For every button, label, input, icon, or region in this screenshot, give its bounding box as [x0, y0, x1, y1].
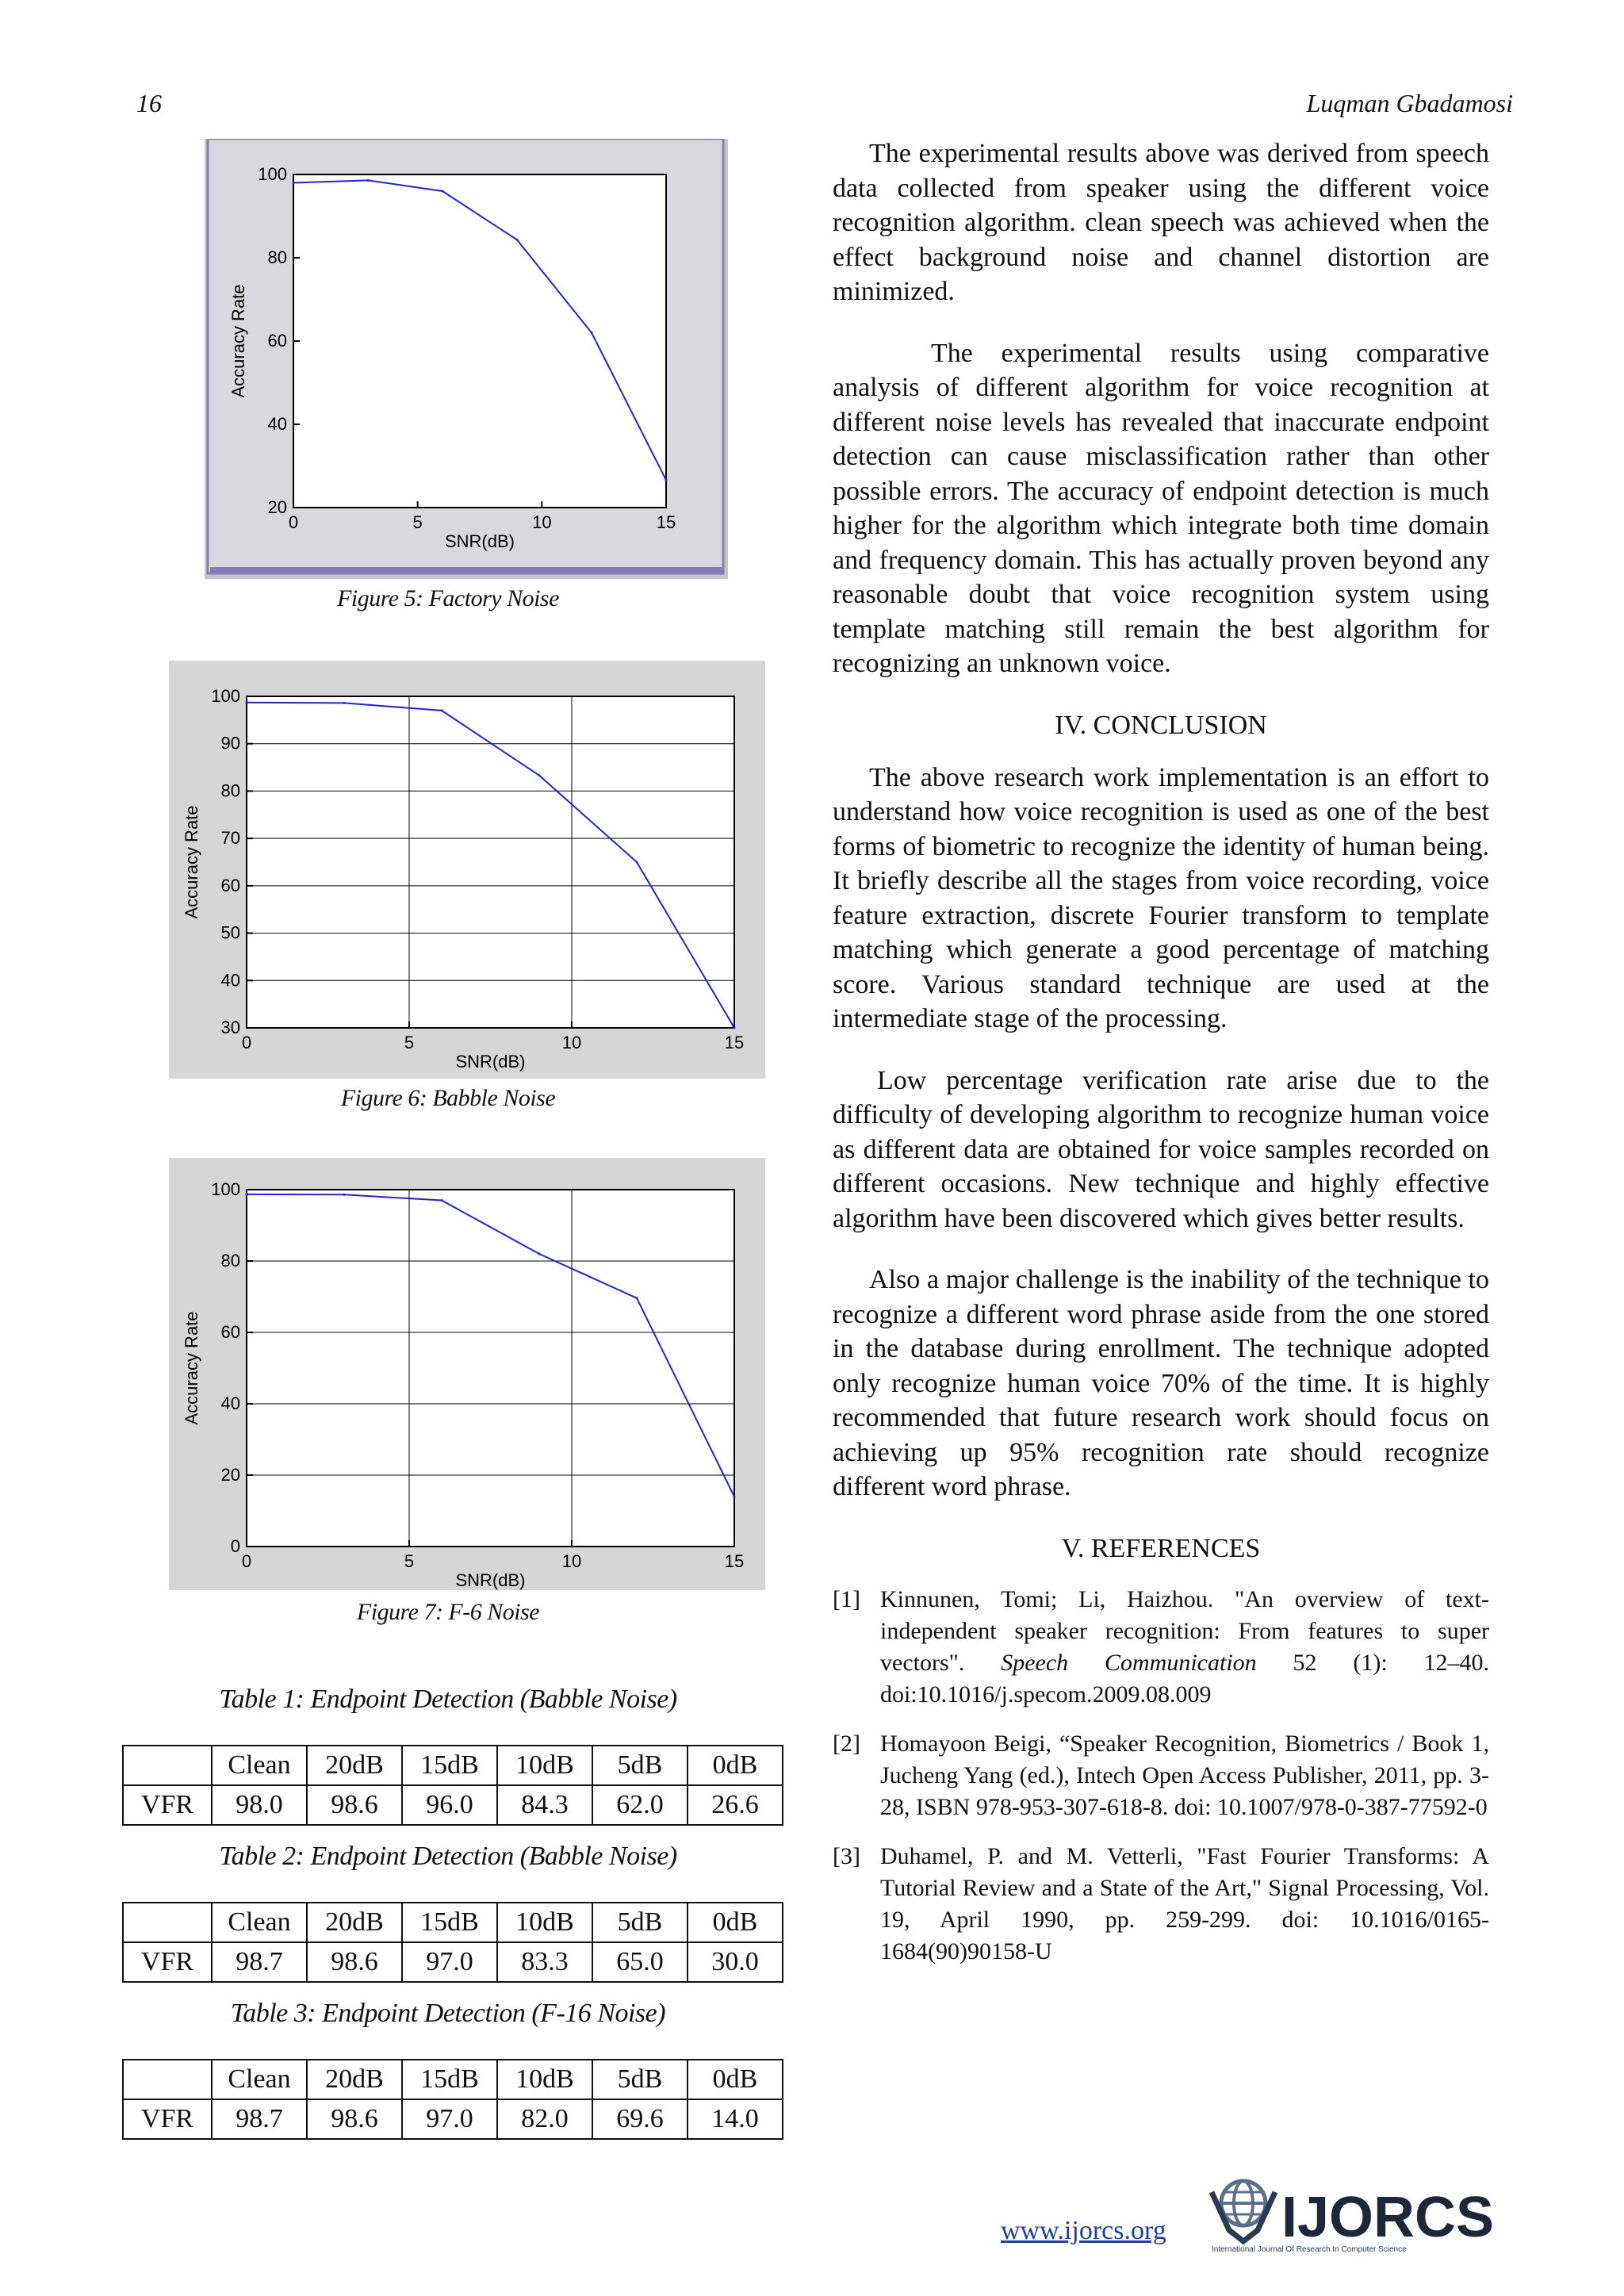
table-cell: 15dB: [402, 2060, 497, 2099]
table-cell: 96.0: [402, 1785, 497, 1825]
data-point: [442, 190, 444, 193]
table-cell: 98.6: [307, 1942, 402, 1982]
y-tick-label: 80: [220, 780, 240, 801]
table-cell: 20dB: [307, 2060, 402, 2099]
data-point: [516, 239, 519, 241]
paragraph: Also a major challenge is the inability of the technique to recognize a different word phrase aside from the one stored in the database during enrollment. The technique adopted only recognize human voice 70% of the time. It is highly recommended that future research work should focus on achieving up 95% recognition rate should recognize different word phrase.: [833, 1265, 1489, 1501]
table-cell: VFR: [123, 1785, 212, 1825]
figure-5-caption: Figure 5: Factory Noise: [337, 585, 559, 611]
table-cell: 5dB: [592, 1903, 688, 1942]
figure-7: [169, 1158, 765, 1590]
table-cell: 98.6: [307, 2099, 402, 2139]
table-cell: [123, 2060, 212, 2099]
table-cell: 15dB: [402, 1903, 497, 1942]
figure-5: [205, 139, 728, 579]
table-cell: 20dB: [307, 1903, 402, 1942]
reference-item: [833, 1841, 1489, 1968]
data-point: [441, 709, 443, 711]
journal-website-link[interactable]: www.ijorcs.org: [1001, 2216, 1166, 2245]
x-tick-label: 0: [241, 1551, 252, 1571]
table-cell: [123, 1903, 212, 1942]
x-axis-label: SNR(dB): [455, 1052, 526, 1071]
table-1-title: Table 1: Endpoint Detection (Babble Noise): [219, 1685, 677, 1714]
y-tick-label: 40: [220, 1393, 240, 1413]
plot-area: [293, 174, 666, 508]
data-point: [665, 479, 668, 481]
x-tick-label: 15: [724, 1033, 745, 1052]
x-tick-label: 10: [561, 1551, 582, 1571]
y-tick-label: 60: [267, 331, 287, 351]
data-point: [733, 1496, 736, 1498]
y-tick-label: 20: [220, 1465, 240, 1485]
table-cell: 84.3: [497, 1785, 592, 1825]
table-cell: 0dB: [688, 1903, 783, 1942]
table-cell: 10dB: [497, 2060, 592, 2099]
table-cell: [123, 1746, 212, 1785]
x-tick-label: 10: [561, 1033, 582, 1052]
x-tick-label: 0: [288, 512, 299, 532]
table-2: [122, 1902, 783, 1983]
table-cell: 65.0: [592, 1942, 688, 1982]
right-column: [833, 136, 1489, 1985]
y-tick-label: 70: [220, 828, 240, 849]
ijorcs-logo: [1205, 2175, 1499, 2258]
x-tick-label: 10: [532, 512, 552, 532]
figure-window-border: [210, 567, 722, 573]
data-point: [246, 701, 248, 703]
y-tick-label: 60: [220, 1322, 240, 1342]
y-axis-label: Accuracy Rate: [182, 1311, 201, 1425]
y-tick-label: 100: [211, 686, 240, 706]
table-row: [123, 1942, 783, 1982]
table-3-title: Table 3: Endpoint Detection (F-16 Noise): [230, 1999, 666, 2028]
table-cell: 97.0: [402, 2099, 497, 2139]
reference-number: [2]: [833, 1730, 860, 1757]
y-tick-label: 40: [267, 414, 287, 434]
logo-tagline: International Journal Of Research In Computer Science: [1212, 2245, 1407, 2254]
x-tick-label: 15: [724, 1551, 745, 1571]
data-point: [538, 1253, 541, 1255]
table-3: [122, 2059, 783, 2140]
reference-text: Duhamel, P. and M. Vetterli, "Fast Fourier Transforms: A Tutorial Review and a State of the Art," Signal Processing, Vol. 19, April 1990, pp. 259-299. doi: 10.1016/0165-1684(90)90158-U: [880, 1842, 1489, 1964]
table-cell: 83.3: [497, 1942, 592, 1982]
paragraph: The above research work implementation is an effort to understand how voice recognition is used as one of the best forms of biometric to recognize the identity of human being. It briefly describe all the stages from voice recording, voice feature extraction, discrete Fourier transform to template matching which generate a good percentage of matching score. Various standard technique are used at the intermediate stage of the processing.: [833, 762, 1489, 1033]
y-tick-label: 50: [220, 922, 240, 943]
figure-5-chart: [205, 139, 728, 579]
table-cell: 69.6: [592, 2099, 688, 2139]
table-cell: 98.6: [307, 1785, 402, 1825]
y-tick-label: 20: [267, 497, 287, 517]
y-axis-label: Accuracy Rate: [228, 284, 248, 398]
table-cell: 14.0: [688, 2099, 783, 2139]
reference-number: [1]: [833, 1585, 860, 1612]
reference-text: Kinnunen, Tomi; Li, Haizhou. "An overview of text-independent speaker recognition: From features to super vectors".: [880, 1585, 1489, 1676]
table-2-title: Table 2: Endpoint Detection (Babble Noise): [219, 1842, 677, 1871]
table-cell: 82.0: [497, 2099, 592, 2139]
y-tick-label: 80: [220, 1251, 240, 1271]
section-heading-conclusion: IV. CONCLUSION: [1055, 710, 1267, 740]
section-heading-references: V. REFERENCES: [1061, 1533, 1261, 1563]
table-cell: 10dB: [497, 1746, 592, 1785]
table-row: [123, 1785, 783, 1825]
y-tick-label: 100: [258, 164, 287, 184]
figure-7-chart: [169, 1158, 765, 1590]
figure-6: [169, 661, 765, 1079]
data-point: [636, 1297, 638, 1299]
data-point: [441, 1199, 443, 1202]
table-cell: 10dB: [497, 1903, 592, 1942]
y-axis-label: Accuracy Rate: [182, 805, 201, 919]
data-point: [591, 332, 593, 334]
page-number: 16: [136, 89, 162, 117]
data-point: [538, 774, 541, 776]
y-tick-label: 0: [230, 1536, 240, 1556]
table-row: [123, 2099, 783, 2139]
table-cell: 0dB: [688, 2060, 783, 2099]
plot-area: [247, 696, 734, 1028]
table-cell: 0dB: [688, 1746, 783, 1785]
table-cell: 30.0: [688, 1942, 783, 1982]
table-cell: 62.0: [592, 1785, 688, 1825]
reference-text: 52 (1): 12–40. doi:10.1016/j.specom.2009.08.009: [880, 1649, 1489, 1708]
table-cell: Clean: [212, 2060, 307, 2099]
table-cell: 98.7: [212, 2099, 307, 2139]
x-tick-label: 15: [656, 512, 676, 532]
reference-journal: Speech Communication: [1001, 1649, 1257, 1676]
logo-wordmark: IJORCS: [1281, 2186, 1495, 2249]
y-tick-label: 100: [211, 1179, 240, 1199]
reference-text: Homayoon Beigi, “Speaker Recognition, Biometrics / Book 1, Jucheng Yang (ed.), Intech Open Access Publisher, 2011, pp. 3-28, ISBN 978-953-307-618-8. doi: 10.1007/978-0-387-77592-0: [880, 1730, 1489, 1820]
table-cell: 15dB: [402, 1746, 497, 1785]
x-axis-label: SNR(dB): [455, 1570, 526, 1590]
y-tick-label: 40: [220, 970, 240, 991]
table-cell: VFR: [123, 1942, 212, 1982]
paragraph: The experimental results using comparative analysis of different algorithm for voice recognition at different noise levels has revealed that inaccurate endpoint detection can cause misclassification rather than other possible errors. The accuracy of endpoint detection is much higher for the algorithm which integrate both time domain and frequency domain. This has actually proven beyond any reasonable doubt that voice recognition system using template matching still remain the best algorithm for recognizing an unknown voice.: [833, 338, 1489, 678]
data-point: [636, 861, 638, 864]
table-cell: 26.6: [688, 1785, 783, 1825]
y-tick-label: 30: [220, 1018, 240, 1037]
y-tick-label: 60: [220, 875, 240, 895]
table-cell: VFR: [123, 2099, 212, 2139]
reference-item: [833, 1584, 1489, 1711]
data-point: [343, 702, 346, 704]
globe-icon: [1212, 2181, 1275, 2241]
data-point: [246, 1193, 248, 1195]
table-1: [122, 1745, 783, 1826]
table-cell: 5dB: [592, 2060, 688, 2099]
paragraph: Low percentage verification rate arise due to the difficulty of developing algorithm to recognize human voice as different data are obtained for voice samples recorded on different occasions. New technique and highly effective algorithm have been discovered which gives better results.: [833, 1065, 1489, 1233]
paragraph: The experimental results above was derived from speech data collected from speaker using the different voice recognition algorithm. clean speech was achieved when the effect background noise and channel distortion are minimized.: [833, 139, 1489, 306]
table-cell: 98.0: [212, 1785, 307, 1825]
figure-7-caption: Figure 7: F-6 Noise: [356, 1599, 540, 1625]
x-tick-label: 5: [404, 1551, 415, 1571]
table-cell: 98.7: [212, 1942, 307, 1982]
x-tick-label: 0: [241, 1033, 252, 1052]
reference-item: [833, 1728, 1489, 1823]
x-tick-label: 5: [404, 1033, 415, 1052]
data-point: [733, 1027, 736, 1029]
table-cell: 20dB: [307, 1746, 402, 1785]
y-tick-label: 80: [267, 247, 287, 267]
table-cell: Clean: [212, 1746, 307, 1785]
figure-6-chart: [169, 661, 765, 1079]
data-point: [293, 182, 295, 184]
data-point: [343, 1194, 346, 1196]
data-point: [367, 179, 370, 182]
table-header-row: [123, 2060, 783, 2099]
running-author: Luqman Gbadamosi: [1306, 89, 1513, 117]
logo-graphic: [1205, 2175, 1499, 2254]
table-cell: 5dB: [592, 1746, 688, 1785]
table-header-row: [123, 1903, 783, 1942]
plot-area: [247, 1190, 734, 1547]
table-cell: 97.0: [402, 1942, 497, 1982]
figure-6-caption: Figure 6: Babble Noise: [340, 1085, 556, 1111]
y-tick-label: 90: [220, 733, 240, 753]
x-tick-label: 5: [412, 512, 423, 532]
table-header-row: [123, 1746, 783, 1785]
x-axis-label: SNR(dB): [444, 531, 515, 551]
reference-number: [3]: [833, 1842, 860, 1869]
table-cell: Clean: [212, 1903, 307, 1942]
